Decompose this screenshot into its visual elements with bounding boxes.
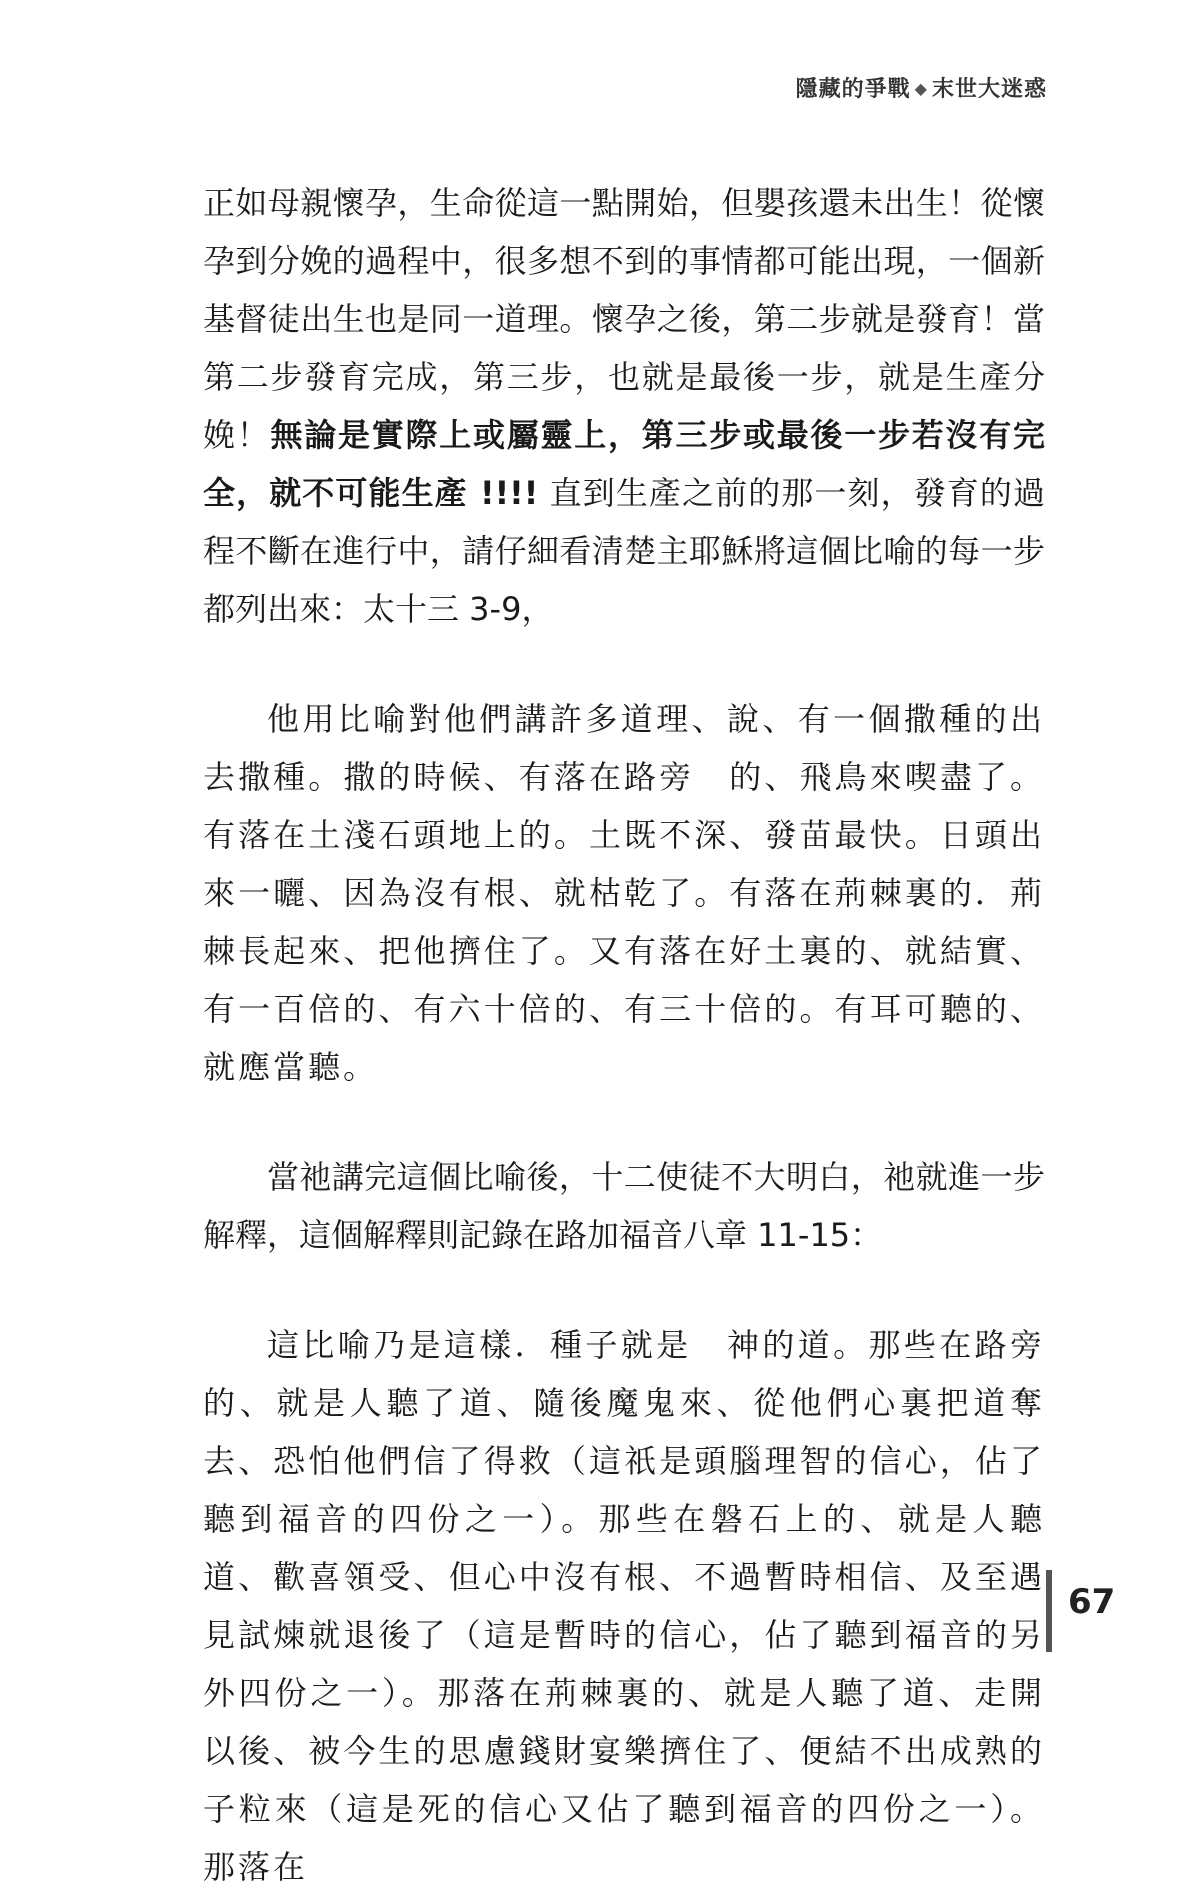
running-header (796, 72, 1047, 103)
page-number: 67 (1068, 1582, 1116, 1622)
diamond-separator-icon: ◆ (914, 79, 928, 98)
paragraph-intro (203, 174, 1045, 638)
paragraph-intro-bold-text: 無論是實際上或屬靈上，第三步或最後一步若沒有完全，就不可能生產 !!!! (203, 416, 1045, 512)
scripture-quote-matthew: 他用比喻對他們講許多道理、說、有一個撒種的出去撒種。撒的時候、有落在路旁 的、飛鳥來喫盡了。有落在土淺石頭地上的。土既不深、發苗最快。日頭出來一曬、因為沒有根、就枯乾了。有落在荊棘裏的．荊棘長起來、把他擠住了。又有落在好土裏的、就結實、有一百倍的、有六十倍的、有三十倍的。有耳可聽的、就應當聽。 (203, 700, 1045, 1086)
scripture-quote-luke: 這比喻乃是這樣．種子就是 神的道。那些在路旁的、就是人聽了道、隨後魔鬼來、從他們心裏把道奪去、恐怕他們信了得救（這祇是頭腦理智的信心，佔了聽到福音的四份之一）。那些在磐石上的、就是人聽道、歡喜領受、但心中沒有根、不過暫時相信、及至遇見試煉就退後了（這是暫時的信心，佔了聽到福音的另外四份之一）。那落在荊棘裏的、就是人聽了道、走開以後、被今生的思慮錢財宴樂擠住了、便結不出成熟的子粒來（這是死的信心又佔了聽到福音的四份之一）。那落在 (203, 1326, 1045, 1886)
book-title: 隱藏的爭戰 (795, 77, 911, 102)
paragraph-gap (203, 1096, 1045, 1148)
page-body (203, 174, 1045, 1896)
paragraph-intro-text-1: 正如母親懷孕，生命從這一點開始，但嬰孩還未出生！從懷孕到分娩的過程中，很多想不到的事情都可能出現，一個新基督徒出生也是同一道理。懷孕之後，第二步就是發育！當第二步發育完成，第三步，也就是最後一步，就是生產分娩！ (203, 184, 1045, 454)
chapter-title: 末世大迷惑 (931, 77, 1047, 102)
footer-rule (1046, 1570, 1052, 1652)
paragraph-intro-text-2: 直到生產之前的那一刻，發育的過程不斷在進行中，請仔細看清楚主耶穌將這個比喻的每一步都列出來：太十三 3-9， (203, 474, 1045, 628)
paragraph-gap (203, 638, 1045, 690)
paragraph-gap (203, 1264, 1045, 1316)
paragraph-explanation: 當祂講完這個比喻後，十二使徒不大明白，祂就進一步解釋，這個解釋則記錄在路加福音八章 11-15： (203, 1158, 1045, 1254)
